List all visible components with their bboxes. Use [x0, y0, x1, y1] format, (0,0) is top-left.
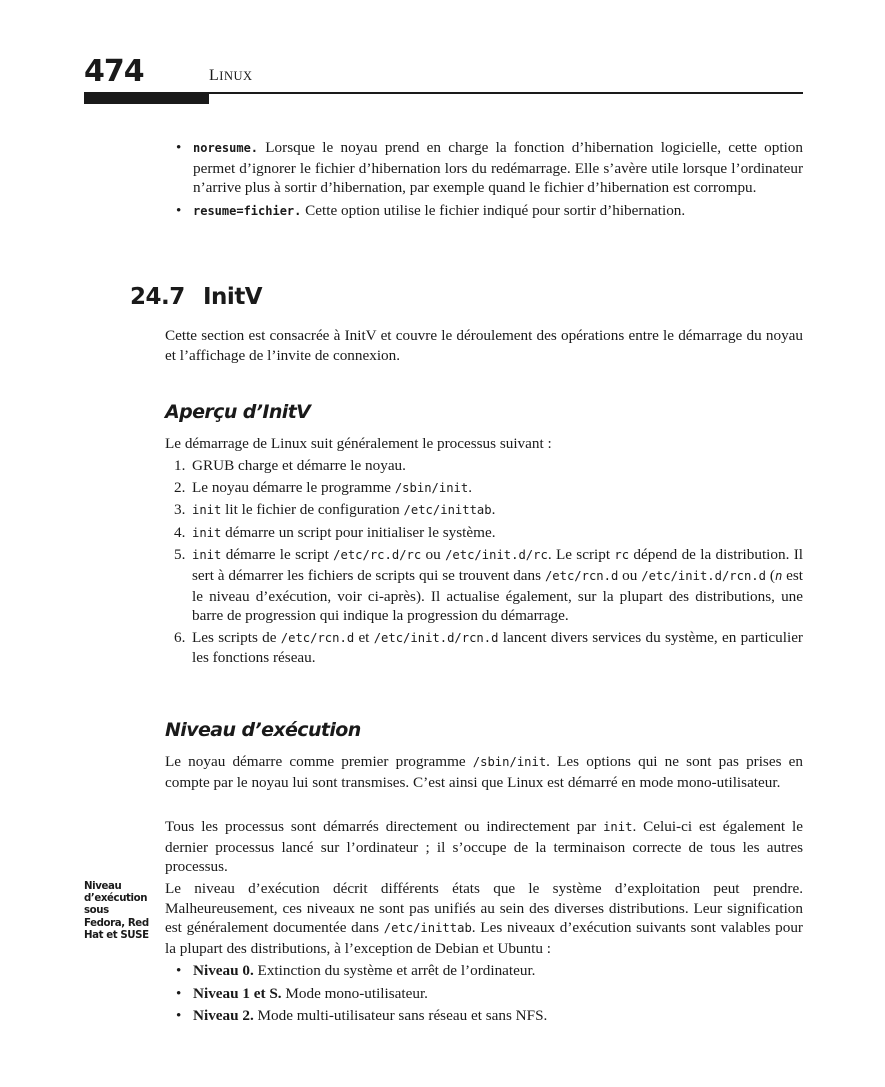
code-variable: n [774, 568, 783, 583]
niveau-paragraph-3 [165, 879, 803, 958]
step-text: lancent divers services du système, en particulier les fonctions réseau. [192, 628, 803, 667]
step-number: 6. [174, 628, 186, 646]
apercu-lead: Le démarrage de Linux suit généralement le processus suivant : [165, 435, 552, 452]
option-description: Cette option utilise le fichier indiqué pour sortir d’hibernation. [301, 201, 686, 219]
step-text: lit le fichier de configuration [221, 501, 404, 519]
code-path: /etc/init.d/rcn.d [373, 630, 499, 645]
section-number: 24.7 [130, 284, 185, 310]
list-item [176, 138, 803, 198]
list-item [176, 1006, 803, 1026]
list-item [174, 500, 803, 521]
list-item [174, 628, 803, 668]
paragraph-text: . Les options qui ne sont pas prises en compte par le noyau lui sont transmises. C’est ainsi que Linux est démarré en mode mono-utilisateur. [165, 753, 803, 791]
running-head-rest: INUX [219, 69, 253, 83]
code-path: /etc/init.d/rcn.d [641, 568, 766, 583]
list-item [176, 961, 803, 981]
header-rule-block [84, 93, 209, 104]
section-title: InitV [203, 284, 263, 310]
section-intro: Cette section est consacrée à InitV et couvre le déroulement des opérations entre le démarrage du noyau et l’affichage de l’invite de connexion. [165, 327, 803, 364]
runlevel-description: Mode multi-utilisateur sans réseau et sans NFS. [253, 1007, 548, 1025]
bullet-icon: • [176, 984, 182, 1002]
paragraph-text: . Celui-ci est également le dernier processus lancé sur l’ordinateur ; il s’occupe de la terminaison correcte de tous les autres processus. [165, 818, 803, 876]
step-text: démarre un script pour initialiser le système. [221, 523, 496, 541]
code-path: /sbin/init [472, 755, 547, 769]
code-path: /sbin/init [394, 480, 469, 495]
step-number: 2. [174, 478, 186, 496]
step-number: 4. [174, 523, 186, 541]
code-command: rc [614, 548, 630, 563]
paragraph-text: . Les niveaux d’exécution suivants sont valables pour la plupart des distributions, à l’exception de Debian et Ubuntu : [165, 919, 803, 957]
step-number: 5. [174, 546, 186, 564]
subsection-heading-apercu: Aperçu d’InitV [165, 401, 311, 423]
boot-steps-list [174, 456, 803, 668]
option-description: Lorsque le noyau prend en charge la fonction d’hibernation logicielle, cette option permet d’ignorer le fichier d’hibernation lors du redémarrage. Elle s’avère utile lorsque l’ordinateur n’arrive plus à sortir d’hibernation, par exemple quand le fichier d’hibernation est corrompu. [193, 139, 803, 197]
bullet-icon: • [176, 1007, 182, 1025]
code-path: /etc/rcn.d [544, 568, 619, 583]
paragraph-text: Le niveau d’exécution décrit différents états que le système d’exploitation peut prendre. Malheureusement, ces niveaux ne sont pas unifiés au sein des diverses distributions. Leur signification est généralement documentée dans [165, 880, 803, 937]
option-term: noresume. [193, 141, 259, 155]
code-path: /etc/inittab [403, 503, 492, 518]
step-text: et [354, 628, 374, 646]
step-text: Les scripts de [192, 628, 281, 646]
runlevel-description: Extinction du système et arrêt de l’ordinateur. [253, 962, 536, 979]
subsection-heading-niveau: Niveau d’exécution [165, 719, 361, 741]
step-text: est le niveau d’exécution, voir ci-après). Il actualise également, sur la plupart des distributions, une barre de progression qui indique la progression du démarrage. [192, 566, 804, 625]
paragraph-text: Tous les processus sont démarrés directement ou indirectement par [165, 818, 604, 835]
running-head-initial: L [209, 67, 220, 84]
list-item [176, 984, 803, 1004]
runlevel-term: Niveau 1 et S. [193, 984, 282, 1002]
paragraph-text: Le noyau démarre comme premier programme [165, 753, 473, 770]
code-command: init [192, 548, 222, 563]
step-text: . [491, 501, 496, 519]
list-item [174, 456, 803, 476]
step-text: ou [618, 566, 642, 584]
list-item [174, 545, 803, 625]
runlevel-term: Niveau 2. [193, 1007, 254, 1025]
step-text: démarre le script [221, 546, 334, 564]
niveau-paragraph-2 [165, 817, 803, 877]
code-path: /etc/init.d/rc [445, 548, 548, 563]
code-command: init [192, 525, 222, 540]
step-text: GRUB charge et démarre le noyau. [192, 457, 406, 474]
code-path: /etc/rc.d/rc [333, 548, 422, 563]
margin-note: Niveau d’exécution sous Fedora, Red Hat et SUSE [84, 881, 149, 941]
step-text: . [468, 478, 473, 496]
runlevel-term: Niveau 0. [193, 962, 254, 979]
runlevel-list [176, 961, 803, 1026]
section-heading [130, 282, 262, 312]
running-head [209, 66, 253, 87]
code-command: init [192, 503, 222, 518]
step-text: ou [421, 546, 446, 564]
bullet-icon: • [176, 139, 182, 156]
code-path: /etc/inittab [383, 921, 472, 936]
page-number: 474 [84, 54, 144, 89]
list-item [176, 201, 803, 222]
step-text: Le noyau démarre le programme [192, 478, 395, 496]
option-term: resume=fichier. [193, 203, 302, 218]
code-command: init [603, 820, 633, 834]
step-number: 1. [174, 457, 186, 474]
step-text: dépend de la distribution. Il sert à démarrer les fichiers de scripts qui se trouvent dans [192, 546, 803, 584]
runlevel-description: Mode mono-utilisateur. [281, 984, 428, 1002]
bullet-icon: • [176, 201, 182, 219]
bullet-icon: • [176, 962, 182, 979]
option-list [176, 138, 803, 221]
step-number: 3. [174, 501, 186, 519]
step-text: ( [766, 566, 775, 584]
list-item [174, 478, 803, 499]
code-path: /etc/rcn.d [280, 630, 355, 645]
niveau-paragraph-1 [165, 752, 803, 792]
list-item [174, 523, 803, 544]
step-text: . Le script [547, 546, 615, 564]
